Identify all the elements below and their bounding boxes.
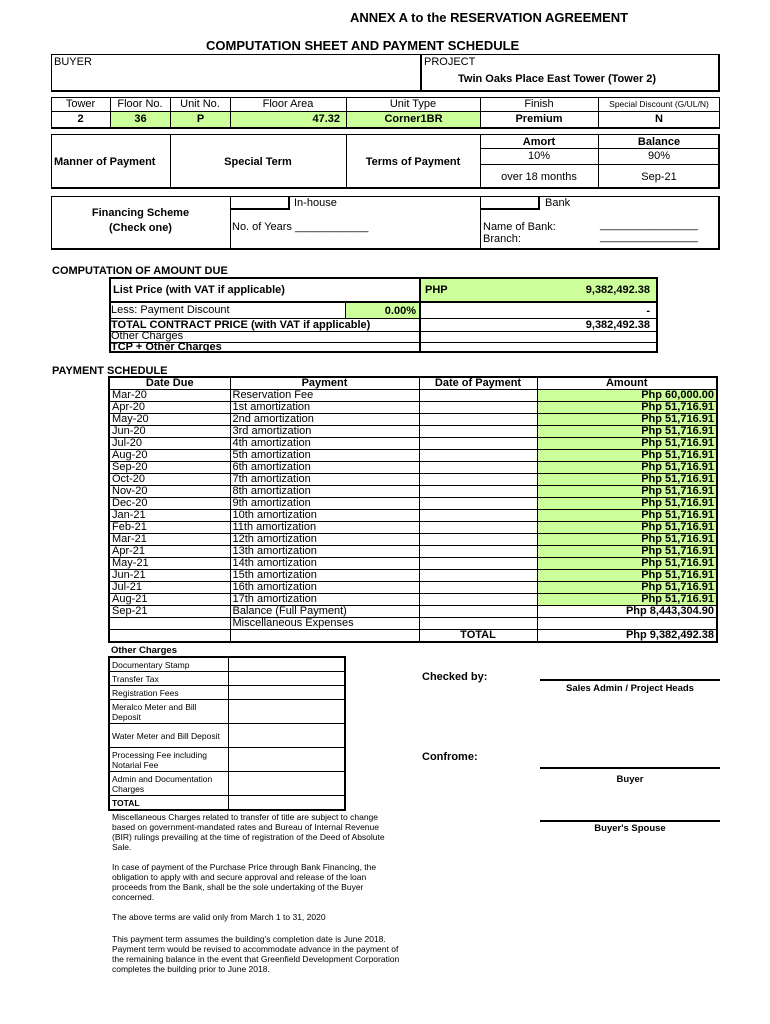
tower-header: Tower: [65, 98, 96, 110]
list-price-label: List Price (with VAT if applicable): [113, 284, 285, 296]
other-charge-amount: [228, 796, 345, 811]
date-due-cell: [109, 618, 230, 630]
sales-admin-label: Sales Admin / Project Heads: [566, 683, 694, 694]
amount-cell: Php 51,716.91: [537, 450, 717, 462]
date-due-cell: Jan-21: [109, 510, 230, 522]
bank-name-blank: ________________: [600, 219, 698, 231]
amount-cell: Php 51,716.91: [537, 546, 717, 558]
date-due-cell: Aug-21: [109, 594, 230, 606]
date-of-payment-cell: [419, 594, 537, 606]
amort-pct: 10%: [527, 150, 551, 162]
date-due-cell: Feb-21: [109, 522, 230, 534]
payment-cell: 16th amortization: [230, 582, 419, 594]
note-validity: The above terms are valid only from March 1 to 31, 2020: [112, 912, 326, 922]
schedule-row: [109, 438, 717, 450]
other-charge-row: [109, 748, 345, 772]
payment-cell: 5th amortization: [230, 450, 419, 462]
other-charge-amount: [228, 700, 345, 724]
date-due-cell: Sep-21: [109, 606, 230, 618]
date-due-cell: Jul-21: [109, 582, 230, 594]
tower-value: 2: [77, 113, 84, 125]
amort-duration: over 18 months: [501, 171, 577, 183]
no-of-years: No. of Years ____________: [232, 221, 369, 233]
schedule-row: [109, 486, 717, 498]
date-of-payment-cell: [419, 402, 537, 414]
date-of-payment-cell: [419, 450, 537, 462]
payment-cell: 7th amortization: [230, 474, 419, 486]
special-term-label: Special Term: [224, 156, 292, 168]
other-charge-label: Documentary Stamp: [109, 657, 228, 672]
date-of-payment-cell: [419, 558, 537, 570]
date-of-payment-cell: [419, 438, 537, 450]
amount-header: Amount: [537, 377, 717, 390]
amount-cell: Php 51,716.91: [537, 474, 717, 486]
branch-label: Branch:: [483, 233, 521, 245]
schedule-row: [109, 510, 717, 522]
date-of-payment-cell: [419, 510, 537, 522]
amount-cell: Php 51,716.91: [537, 534, 717, 546]
date-of-payment-cell: [419, 522, 537, 534]
discount-value: -: [646, 305, 650, 317]
date-due-cell: Sep-20: [109, 462, 230, 474]
payment-cell: Miscellaneous Expenses: [230, 618, 419, 630]
payment-cell: 17th amortization: [230, 594, 419, 606]
amount-cell: Php 51,716.91: [537, 510, 717, 522]
amount-cell: Php 60,000.00: [537, 390, 717, 402]
other-charge-label: Registration Fees: [109, 686, 228, 700]
bank-label: Bank: [545, 197, 571, 209]
other-charge-row: [109, 672, 345, 686]
date-due-cell: Mar-21: [109, 534, 230, 546]
amount-cell: Php 51,716.91: [537, 582, 717, 594]
amount-cell: Php 51,716.91: [537, 402, 717, 414]
amount-cell: Php 51,716.91: [537, 570, 717, 582]
date-of-payment-cell: [419, 462, 537, 474]
payment-cell: 10th amortization: [230, 510, 419, 522]
date-of-payment-cell: [419, 582, 537, 594]
discount-label: Less: Payment Discount: [111, 304, 230, 316]
schedule-row: [109, 618, 717, 630]
other-charge-label: TOTAL: [109, 796, 228, 811]
bank-name-label: Name of Bank:: [483, 221, 556, 233]
schedule-row: [109, 450, 717, 462]
unit-no-value: P: [171, 112, 230, 127]
date-due-cell: Aug-20: [109, 450, 230, 462]
schedule-row: [109, 606, 717, 618]
annex-title: ANNEX A to the RESERVATION AGREEMENT: [350, 10, 629, 25]
tcp-label: TOTAL CONTRACT PRICE (with VAT if applicable): [111, 319, 371, 331]
date-due-cell: Apr-21: [109, 546, 230, 558]
payment-cell: 4th amortization: [230, 438, 419, 450]
checked-by-label: Checked by:: [422, 671, 488, 683]
other-charge-label: Processing Fee including Notarial Fee: [109, 748, 228, 772]
other-charge-row: [109, 796, 345, 811]
project-label: PROJECT: [424, 56, 476, 68]
date-of-payment-cell: [419, 534, 537, 546]
discount-pct: 0.00%: [384, 305, 416, 317]
payment-cell: 6th amortization: [230, 462, 419, 474]
currency-label: PHP: [425, 284, 448, 296]
schedule-header-row: [109, 377, 717, 390]
date-due-cell: Apr-20: [109, 402, 230, 414]
financing-label-2: (Check one): [109, 222, 172, 234]
date-due-header: Date Due: [109, 377, 230, 390]
other-charges-title: Other Charges: [111, 645, 177, 656]
date-of-payment-cell: [419, 546, 537, 558]
date-due-cell: May-21: [109, 558, 230, 570]
other-charge-label: Meralco Meter and Bill Deposit: [109, 700, 228, 724]
date-due-cell: Dec-20: [109, 498, 230, 510]
bank-checkbox[interactable]: [480, 196, 540, 210]
other-charge-amount: [228, 772, 345, 796]
payment-cell: Reservation Fee: [230, 390, 419, 402]
schedule-row: [109, 474, 717, 486]
date-due-cell: Jun-21: [109, 570, 230, 582]
total-label: TOTAL: [419, 630, 537, 643]
other-charges-label: Other Charges: [111, 330, 184, 342]
schedule-row: [109, 582, 717, 594]
date-of-payment-cell: [419, 606, 537, 618]
date-due-cell: Mar-20: [109, 390, 230, 402]
date-due-cell: May-20: [109, 414, 230, 426]
amount-cell: Php 51,716.91: [537, 486, 717, 498]
buyer-label: BUYER: [54, 56, 92, 68]
other-charges-table: [108, 656, 346, 811]
payment-cell: 11th amortization: [230, 522, 419, 534]
balance-label: Balance: [637, 136, 681, 148]
floor-value: 36: [111, 112, 170, 127]
date-of-payment-cell: [419, 390, 537, 402]
inhouse-label: In-house: [294, 197, 337, 209]
balance-date: Sep-21: [641, 171, 677, 183]
schedule-row: [109, 534, 717, 546]
payment-cell: 8th amortization: [230, 486, 419, 498]
other-charge-amount: [228, 686, 345, 700]
date-of-payment-cell: [419, 570, 537, 582]
schedule-total-row: [109, 630, 717, 643]
amount-cell: Php 51,716.91: [537, 522, 717, 534]
financing-label-1: Financing Scheme: [91, 207, 190, 219]
payment-cell: 9th amortization: [230, 498, 419, 510]
date-of-payment-cell: [419, 474, 537, 486]
other-charge-label: Water Meter and Bill Deposit: [109, 724, 228, 748]
schedule-title: PAYMENT SCHEDULE: [52, 365, 168, 377]
schedule-row: [109, 558, 717, 570]
amount-cell: Php 51,716.91: [537, 498, 717, 510]
note-misc-charges: Miscellaneous Charges related to transfer of title are subject to change based on government-mandated rates and Bureau of Internal Revenue (BIR) rulings prevailing at the time of registration of the Deed of Absolute Sale.: [112, 812, 385, 852]
schedule-row: [109, 390, 717, 402]
amount-cell: Php 51,716.91: [537, 462, 717, 474]
other-charge-amount: [228, 672, 345, 686]
floor-header: Floor No.: [117, 98, 163, 110]
date-due-cell: Oct-20: [109, 474, 230, 486]
other-charge-row: [109, 700, 345, 724]
other-charge-row: [109, 724, 345, 748]
special-discount-header: Special Discount (G/UL/N): [609, 99, 709, 109]
special-discount-value: N: [655, 113, 663, 125]
date-of-payment-cell: [419, 486, 537, 498]
amount-cell: Php 51,716.91: [537, 438, 717, 450]
payment-cell: 2nd amortization: [230, 414, 419, 426]
payment-header: Payment: [230, 377, 419, 390]
other-charge-amount: [228, 724, 345, 748]
payment-cell: 13th amortization: [230, 546, 419, 558]
date-of-payment-cell: [419, 618, 537, 630]
total-value: Php 9,382,492.38: [537, 630, 717, 643]
other-charge-amount: [228, 748, 345, 772]
terms-of-payment-label: Terms of Payment: [365, 156, 461, 168]
payment-cell: Balance (Full Payment): [230, 606, 419, 618]
date-of-payment-cell: [419, 498, 537, 510]
other-charge-amount: [228, 657, 345, 672]
tcp-other-label: TCP + Other Charges: [111, 341, 222, 353]
manner-of-payment-label: Manner of Payment: [54, 156, 156, 168]
payment-cell: 14th amortization: [230, 558, 419, 570]
schedule-row: [109, 594, 717, 606]
buyer-signature-label: Buyer: [616, 774, 644, 785]
schedule-row: [109, 570, 717, 582]
amount-cell: Php 51,716.91: [537, 426, 717, 438]
inhouse-checkbox[interactable]: [230, 196, 290, 210]
date-of-payment-cell: [419, 414, 537, 426]
unit-type-header: Unit Type: [389, 98, 437, 110]
schedule-row: [109, 402, 717, 414]
payment-cell: 12th amortization: [230, 534, 419, 546]
other-charge-row: [109, 772, 345, 796]
branch-blank: ________________: [600, 231, 698, 243]
amort-label: Amort: [522, 136, 556, 148]
project-name: Twin Oaks Place East Tower (Tower 2): [458, 73, 657, 85]
amount-cell: Php 51,716.91: [537, 558, 717, 570]
list-price-value: 9,382,492.38: [585, 284, 650, 296]
payment-cell: 3rd amortization: [230, 426, 419, 438]
tcp-value: 9,382,492.38: [585, 319, 650, 331]
floor-area-value: 47.32: [231, 112, 346, 127]
date-of-payment-header: Date of Payment: [419, 377, 537, 390]
schedule-row: [109, 426, 717, 438]
note-bank-financing: In case of payment of the Purchase Price through Bank Financing, the obligation to apply with and secure approval and release of the loan proceeds from the Bank, shall be the sole undertaking of the Buyer concerned.: [112, 862, 377, 902]
other-charge-row: [109, 657, 345, 672]
note-completion: This payment term assumes the building's completion date is June 2018. Payment term would be revised to accommodate advance in the payment of the remaining balance in the event that Greenfield Development Corporation completes the building prior to June 2018.: [112, 934, 400, 974]
computation-title: COMPUTATION OF AMOUNT DUE: [52, 265, 228, 277]
other-charge-row: [109, 686, 345, 700]
payment-cell: 15th amortization: [230, 570, 419, 582]
unit-type-value: Corner1BR: [347, 112, 480, 127]
conforme-label: Confrome:: [422, 751, 478, 763]
date-due-cell: Jul-20: [109, 438, 230, 450]
other-charge-label: Admin and Documentation Charges: [109, 772, 228, 796]
schedule-row: [109, 462, 717, 474]
schedule-row: [109, 546, 717, 558]
schedule-table: [108, 376, 718, 643]
finish-header: Finish: [524, 98, 554, 110]
floor-area-header: Floor Area: [262, 98, 314, 110]
amount-cell: Php 8,443,304.90: [537, 606, 717, 618]
amount-cell: Php 51,716.91: [537, 414, 717, 426]
schedule-row: [109, 414, 717, 426]
sheet-title: COMPUTATION SHEET AND PAYMENT SCHEDULE: [206, 38, 520, 53]
other-charge-label: Transfer Tax: [109, 672, 228, 686]
schedule-row: [109, 522, 717, 534]
spouse-signature-label: Buyer's Spouse: [594, 823, 666, 834]
date-of-payment-cell: [419, 426, 537, 438]
amount-cell: [537, 618, 717, 630]
payment-cell: 1st amortization: [230, 402, 419, 414]
date-due-cell: Jun-20: [109, 426, 230, 438]
amount-cell: Php 51,716.91: [537, 594, 717, 606]
unit-no-header: Unit No.: [180, 98, 220, 110]
finish-value: Premium: [515, 113, 563, 125]
schedule-row: [109, 498, 717, 510]
balance-pct: 90%: [647, 150, 671, 162]
date-due-cell: Nov-20: [109, 486, 230, 498]
